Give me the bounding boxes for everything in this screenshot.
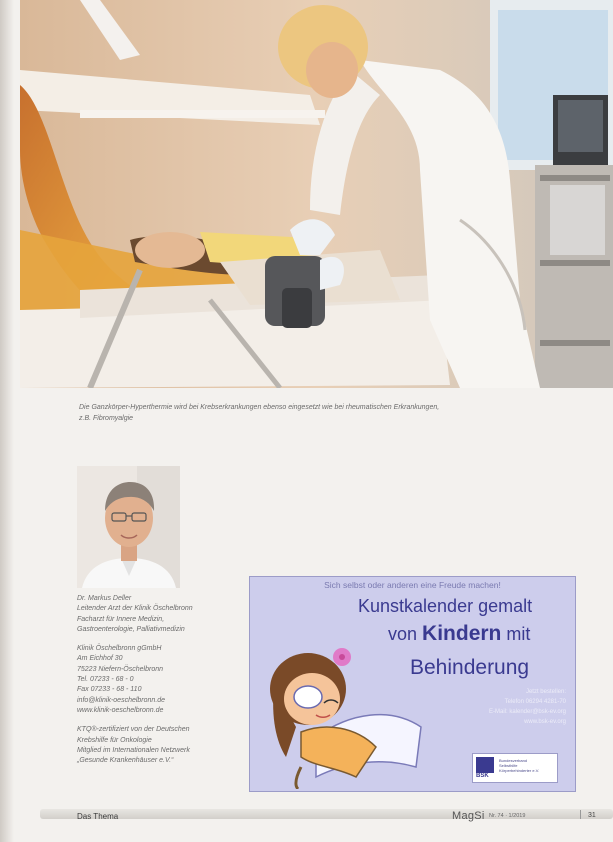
page-footer xyxy=(0,805,613,842)
ad-headline-3: Behinderung xyxy=(410,656,530,679)
ad-contact xyxy=(446,687,566,727)
phone-line: Tel. 07233 - 68 - 0 xyxy=(77,676,134,684)
author-role-line: Gastroenterologie, Palliativmedizin xyxy=(77,625,185,633)
bsk-logo-text-line: Körperbehinderter e.V. xyxy=(499,768,540,773)
ad-email[interactable]: E-Mail: kalender@bsk-ev.org xyxy=(488,709,566,715)
footer-divider xyxy=(580,810,581,819)
bsk-logo-text-line: Selbsthilfe xyxy=(499,763,518,768)
caption-line: z.B. Fibromyalgie xyxy=(79,415,134,422)
certification-line: Mitglied im Internationalen Netzwerk xyxy=(77,746,190,754)
address-line: Klinik Öschelbronn gGmbH xyxy=(77,645,162,653)
ad-tagline: Sich selbst oder anderen eine Freude machen! xyxy=(324,580,501,590)
portrait-illustration xyxy=(77,466,180,588)
bsk-logo-label: BSK xyxy=(476,773,489,779)
author-portrait xyxy=(77,466,180,588)
email-link[interactable]: info@klinik-oeschelbronn.de xyxy=(77,696,166,704)
author-role-line: Leitender Arzt der Klinik Öschelbronn xyxy=(77,605,193,613)
caption-line: Die Ganzkörper-Hyperthermie wird bei Krebserkrankungen ebenso eingesetzt wie bei rheumatischen Erkrankungen, xyxy=(79,404,440,411)
author-name: Dr. Markus Deller xyxy=(77,595,132,602)
address-line: Am Eichhof 30 xyxy=(77,655,123,663)
address-line: 75223 Niefern-Öschelbronn xyxy=(77,665,163,673)
ad-headline-2-post: mit xyxy=(506,624,531,644)
page-binding-edge xyxy=(0,0,14,842)
page-number: 31 xyxy=(588,812,596,819)
hyperthermia-illustration xyxy=(20,0,613,388)
bsk-logo-box xyxy=(472,753,558,783)
footer-brand: MagSi xyxy=(452,810,485,822)
child-drawing-illustration xyxy=(256,617,426,789)
ad-website[interactable]: www.bsk-ev.org xyxy=(524,719,566,725)
certification-line: Krebshilfe für Onkologie xyxy=(77,736,152,744)
ad-headline-2-pre: von xyxy=(388,624,418,644)
calendar-advertisement xyxy=(249,576,576,792)
website-link[interactable]: www.klinik-oeschelbronn.de xyxy=(77,706,164,714)
bsk-logo-text-line: Bundesverband xyxy=(499,758,528,763)
certification-line: „Gesunde Krankenhäuser e.V.“ xyxy=(77,757,174,765)
ad-headline-2-bold: Kindern xyxy=(422,622,502,645)
ad-contact-line: Jetzt bestellen: xyxy=(525,689,566,695)
photo-caption xyxy=(79,402,549,424)
footer-issue: Nr. 74 · 1/2019 xyxy=(489,813,526,819)
footer-bar xyxy=(40,809,613,819)
ad-headline-1: Kunstkalender gemalt xyxy=(358,596,533,616)
certification-line: KTQ®-zertifiziert von der Deutschen xyxy=(77,726,190,734)
bsk-logo-text xyxy=(499,758,539,773)
footer-section-label: Das Thema xyxy=(77,812,119,821)
bsk-logo-icon xyxy=(476,757,494,773)
ad-phone: Telefon 06294 4281-70 xyxy=(504,699,566,705)
fax-line: Fax 07233 - 68 - 110 xyxy=(77,686,142,694)
author-role-line: Facharzt für Innere Medizin, xyxy=(77,615,165,623)
author-info xyxy=(77,594,242,766)
hyperthermia-photo xyxy=(20,0,613,388)
